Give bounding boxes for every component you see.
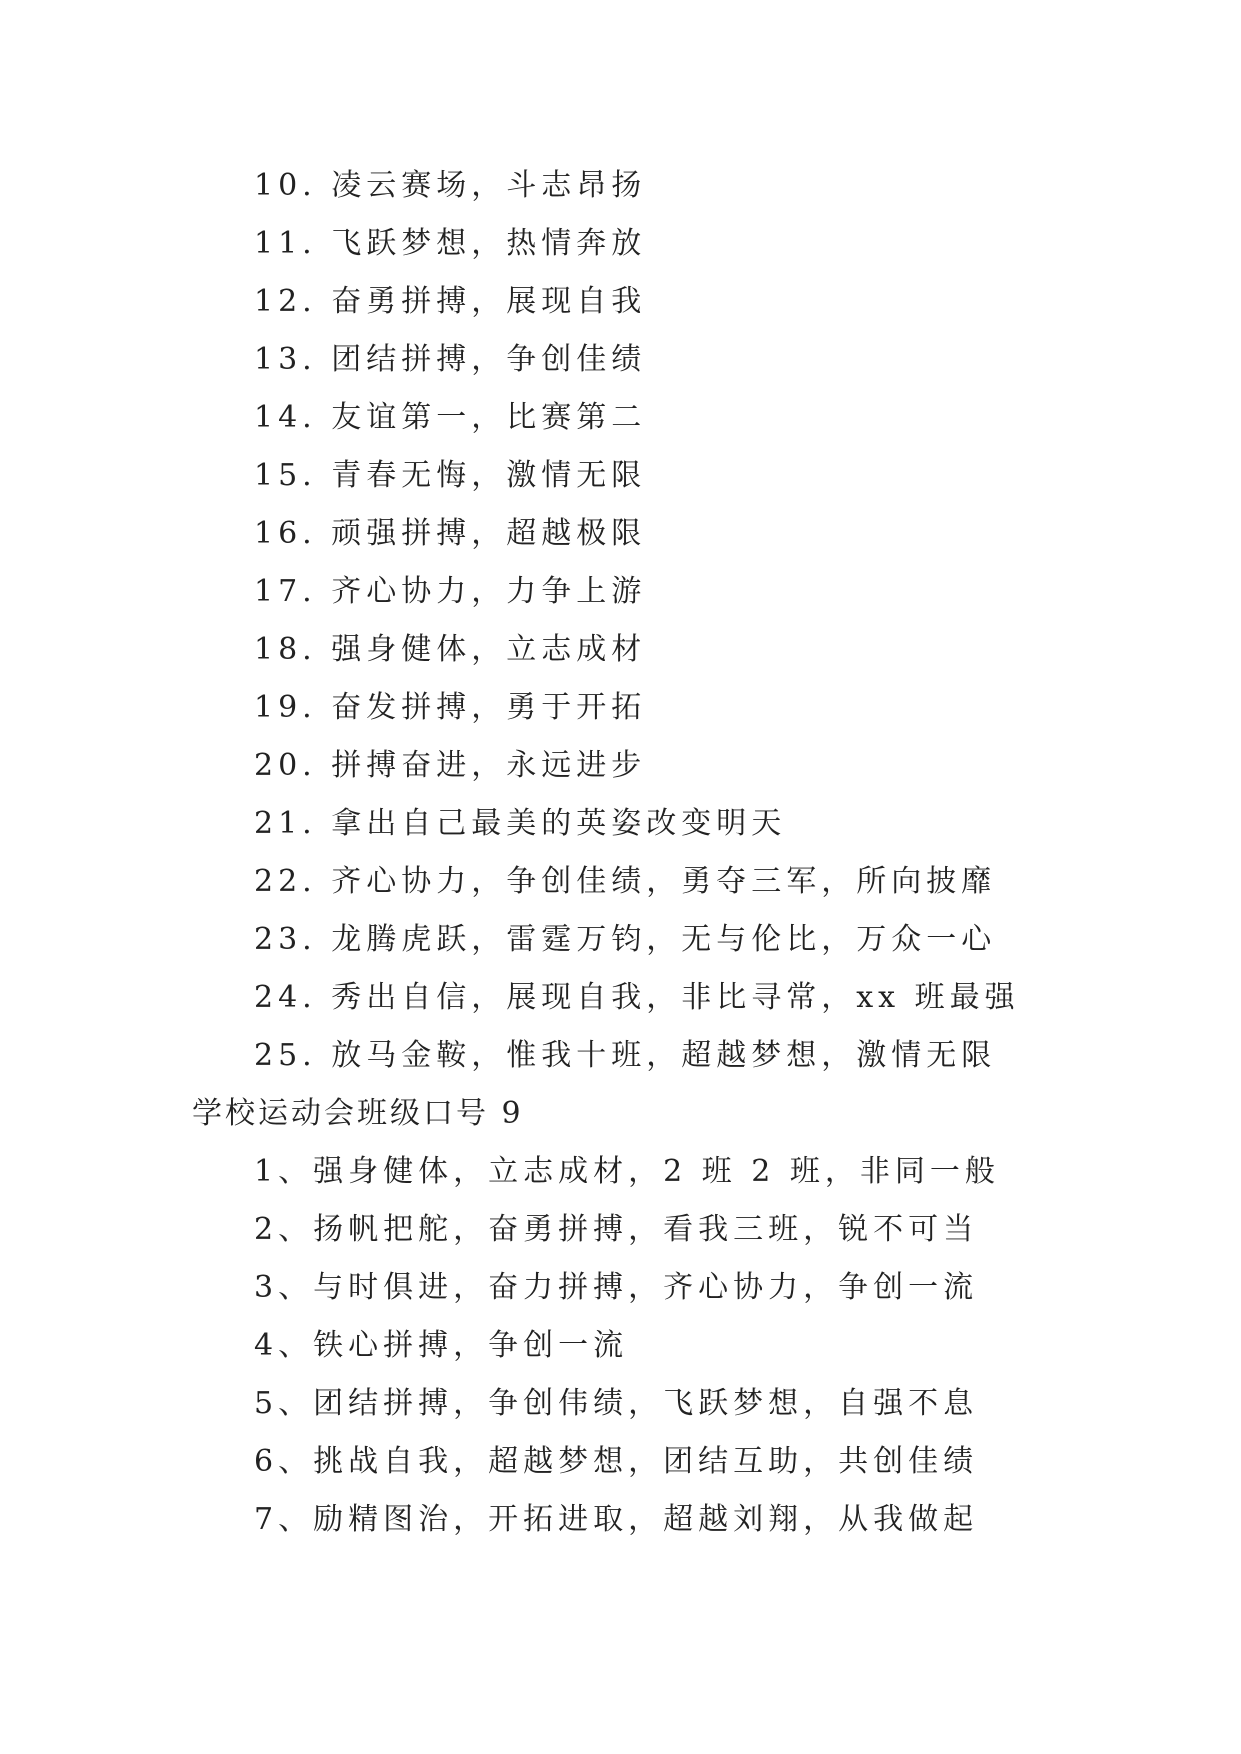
list-item: 2、扬帆把舵，奋勇拼搏，看我三班，锐不可当 (254, 1212, 979, 1247)
list-item: 15. 青春无悔，激情无限 (254, 458, 647, 493)
list-item: 19. 奋发拼搏，勇于开拓 (254, 690, 647, 725)
list-item: 20. 拼搏奋进，永远进步 (254, 748, 647, 783)
list-item: 24. 秀出自信，展现自我，非比寻常，xx 班最强 (254, 980, 1020, 1015)
list-item: 6、挑战自我，超越梦想，团结互助，共创佳绩 (254, 1444, 979, 1479)
list-item: 5、团结拼搏，争创伟绩，飞跃梦想，自强不息 (254, 1386, 979, 1421)
list-item: 21. 拿出自己最美的英姿改变明天 (254, 806, 787, 841)
list-item: 3、与时俱进，奋力拼搏，齐心协力，争创一流 (254, 1270, 979, 1305)
list-item: 16. 顽强拼搏，超越极限 (254, 516, 647, 551)
list-item: 12. 奋勇拼搏，展现自我 (254, 284, 647, 319)
list-item: 25. 放马金鞍，惟我十班，超越梦想，激情无限 (254, 1038, 997, 1073)
list-item: 4、铁心拼搏，争创一流 (254, 1328, 629, 1363)
list-item: 10. 凌云赛场，斗志昂扬 (254, 168, 647, 203)
list-item: 1、强身健体，立志成材，2 班 2 班，非同一般 (254, 1154, 1000, 1189)
list-item: 22. 齐心协力，争创佳绩，勇夺三军，所向披靡 (254, 864, 997, 899)
section-heading: 学校运动会班级口号 9 (192, 1096, 524, 1131)
list-item: 18. 强身健体，立志成材 (254, 632, 647, 667)
list-item: 17. 齐心协力，力争上游 (254, 574, 647, 609)
list-item: 14. 友谊第一，比赛第二 (254, 400, 647, 435)
list-item: 11. 飞跃梦想，热情奔放 (254, 226, 647, 261)
list-item: 23. 龙腾虎跃，雷霆万钧，无与伦比，万众一心 (254, 922, 997, 957)
list-item: 7、励精图治，开拓进取，超越刘翔，从我做起 (254, 1502, 979, 1537)
list-item: 13. 团结拼搏，争创佳绩 (254, 342, 647, 377)
